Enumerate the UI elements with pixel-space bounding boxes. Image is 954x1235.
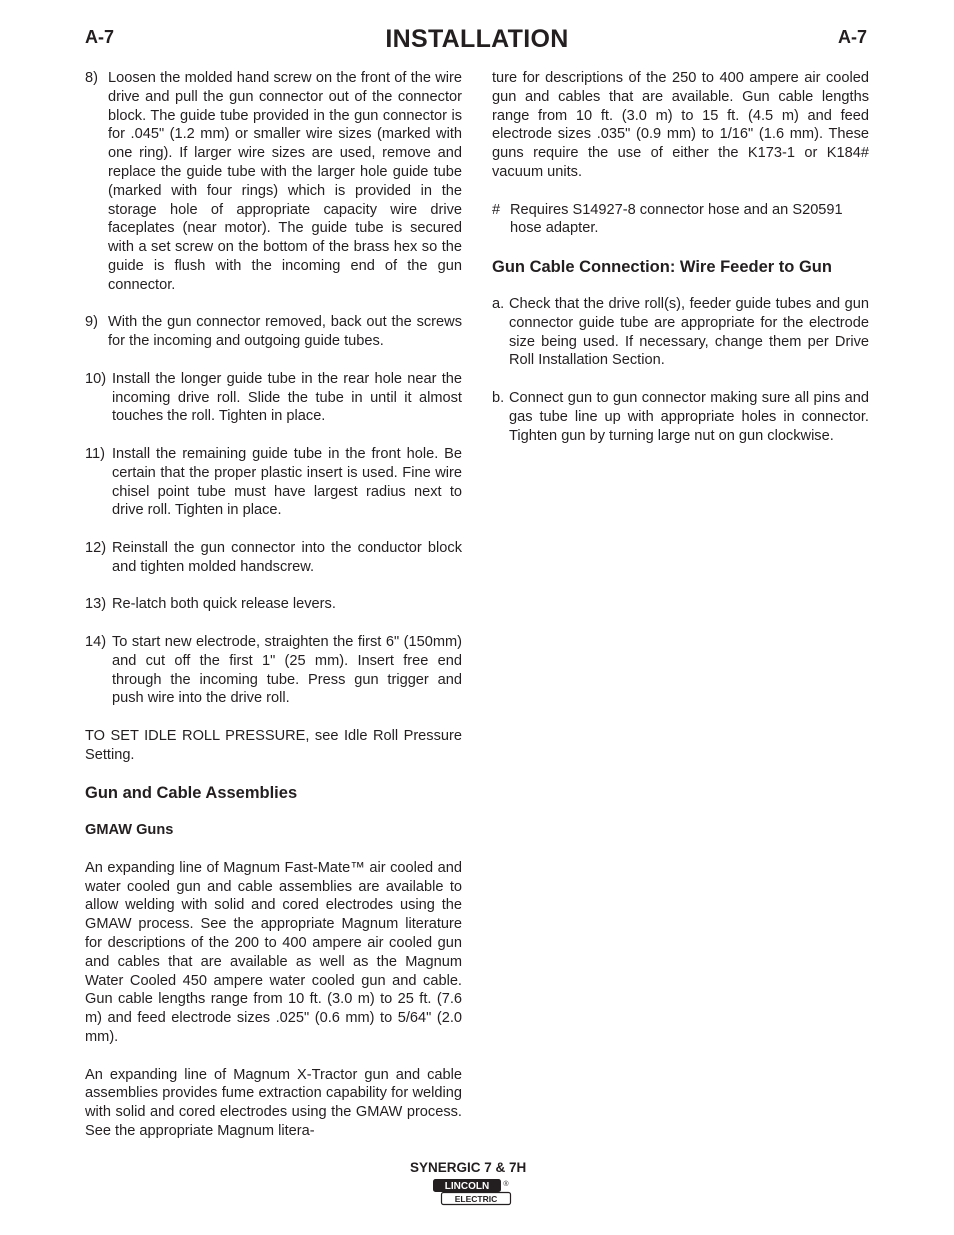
logo-registered-mark: ® (503, 1181, 509, 1188)
list-item-a (492, 295, 869, 370)
page-code-right: A-7 (838, 27, 868, 47)
logo-line-1: LINCOLN (444, 1181, 490, 1192)
footnote-text: Requires S14927-8 connector hose and an S20591 hose adapter. (510, 201, 843, 237)
step-number: 14) (85, 633, 107, 650)
step-10 (85, 370, 462, 426)
lincoln-electric-logo (433, 1179, 513, 1212)
list-item-b (492, 389, 869, 445)
footnote (492, 201, 869, 239)
left-column (85, 69, 462, 1160)
page-title: INSTALLATION (385, 25, 569, 53)
step-12 (85, 539, 462, 577)
paragraph-x-tractor: An expanding line of Magnum X-Tractor gun and cable assemblies provides fume extraction capability for welding with solid and cored electrodes using the GMAW process. See the appropriate Magnum litera- (85, 1066, 462, 1140)
list-text: Connect gun to gun connector making sure all pins and gas tube line up with appropriate holes in connector. Tighten gun by turning large nut on gun clockwise. (509, 389, 869, 444)
right-column (492, 69, 869, 464)
list-text: Check that the drive roll(s), feeder guide tubes and gun connector guide tube are appropriate for the electrode size being used. If necessary, change them per Drive Roll Installation Section. (509, 295, 869, 369)
footnote-mark: # (492, 201, 501, 218)
step-text: Install the longer guide tube in the rear hole near the incoming drive roll. Slide the tube in until it almost touches the roll. Tighten in place. (112, 370, 462, 425)
paragraph-fast-mate: An expanding line of Magnum Fast-Mate™ air cooled and water cooled gun and cable assemblies are available to allow welding with solid and cored electrodes using the GMAW process. See the appropriate Magnum literature for descriptions of the 200 to 400 ampere air cooled gun and cables that are available as well as the Magnum Water Cooled 450 ampere water cooled gun and cable. Gun cable lengths range from 10 ft. (3.0 m) to 25 ft. (7.6 m) and feed electrode sizes .025" (0.6 mm) to 5/64" (2.0 mm). (85, 859, 462, 1046)
step-13 (85, 595, 462, 614)
step-text: To start new electrode, straighten the first 6" (150mm) and cut off the first 1" (25 mm). Insert free end through the incoming tube. Press gun trigger and push wire into the drive roll. (112, 633, 462, 707)
step-text: With the gun connector removed, back out the screws for the incoming and outgoing guide tubes. (108, 314, 462, 350)
step-number: 13) (85, 596, 107, 613)
step-text: Install the remaining guide tube in the front hole. Be certain that the proper plastic insert is used. Fine wire chisel point tube must have largest radius next to drive roll. Tighten in place. (112, 445, 462, 519)
page-code-left: A-7 (85, 27, 115, 47)
step-text: Loosen the molded hand screw on the front of the wire drive and pull the gun connector out of the connector block. The guide tube provided in the gun connector is for .045" (1.2 mm) or smaller wire sizes (marked with one ring). If larger wire sizes are used, remove and replace the guide tube with the larger hole guide tube (marked with four rings) which is provided in the storage hole of appropriate capacity wire drive faceplates (near motor). The guide tube is secured with a set screw on the bottom of the brass hex so the guide is flush with the incoming end of the gun connector. (108, 70, 462, 293)
step-number: 11) (85, 445, 106, 462)
step-text: Re-latch both quick release levers. (112, 596, 336, 613)
step-number: 8) (85, 70, 98, 86)
logo-line-2: ELECTRIC (454, 1194, 498, 1204)
step-11 (85, 445, 462, 520)
step-8 (85, 69, 462, 295)
list-letter: a. (492, 295, 505, 312)
step-number: 9) (85, 314, 98, 331)
step-number: 10) (85, 370, 107, 387)
section-heading-gun-cable-connection: Gun Cable Connection: Wire Feeder to Gun (492, 257, 832, 276)
step-9 (85, 313, 462, 351)
subheading-gmaw-guns: GMAW Guns (85, 822, 174, 839)
paragraph-continuation: ture for descriptions of the 250 to 400 ampere air cooled gun and cables that are available. Gun cable lengths range from 10 ft. (3.0 m) to 15 ft. (4.5 m) and feed electrode sizes .035" (0.9 mm) to 1/16" (1.6 mm). These guns require the use of either the K173-1 or K184# vacuum units. (492, 70, 869, 180)
list-letter: b. (492, 389, 505, 406)
idle-roll-note: TO SET IDLE ROLL PRESSURE, see Idle Roll Pressure Setting. (85, 727, 462, 763)
step-text: Reinstall the gun connector into the conductor block and tighten molded handscrew. (112, 539, 462, 575)
footer-model: SYNERGIC 7 & 7H (410, 1160, 527, 1175)
section-heading-gun-cable-assemblies: Gun and Cable Assemblies (85, 784, 298, 803)
step-14 (85, 633, 462, 708)
step-number: 12) (85, 539, 107, 556)
